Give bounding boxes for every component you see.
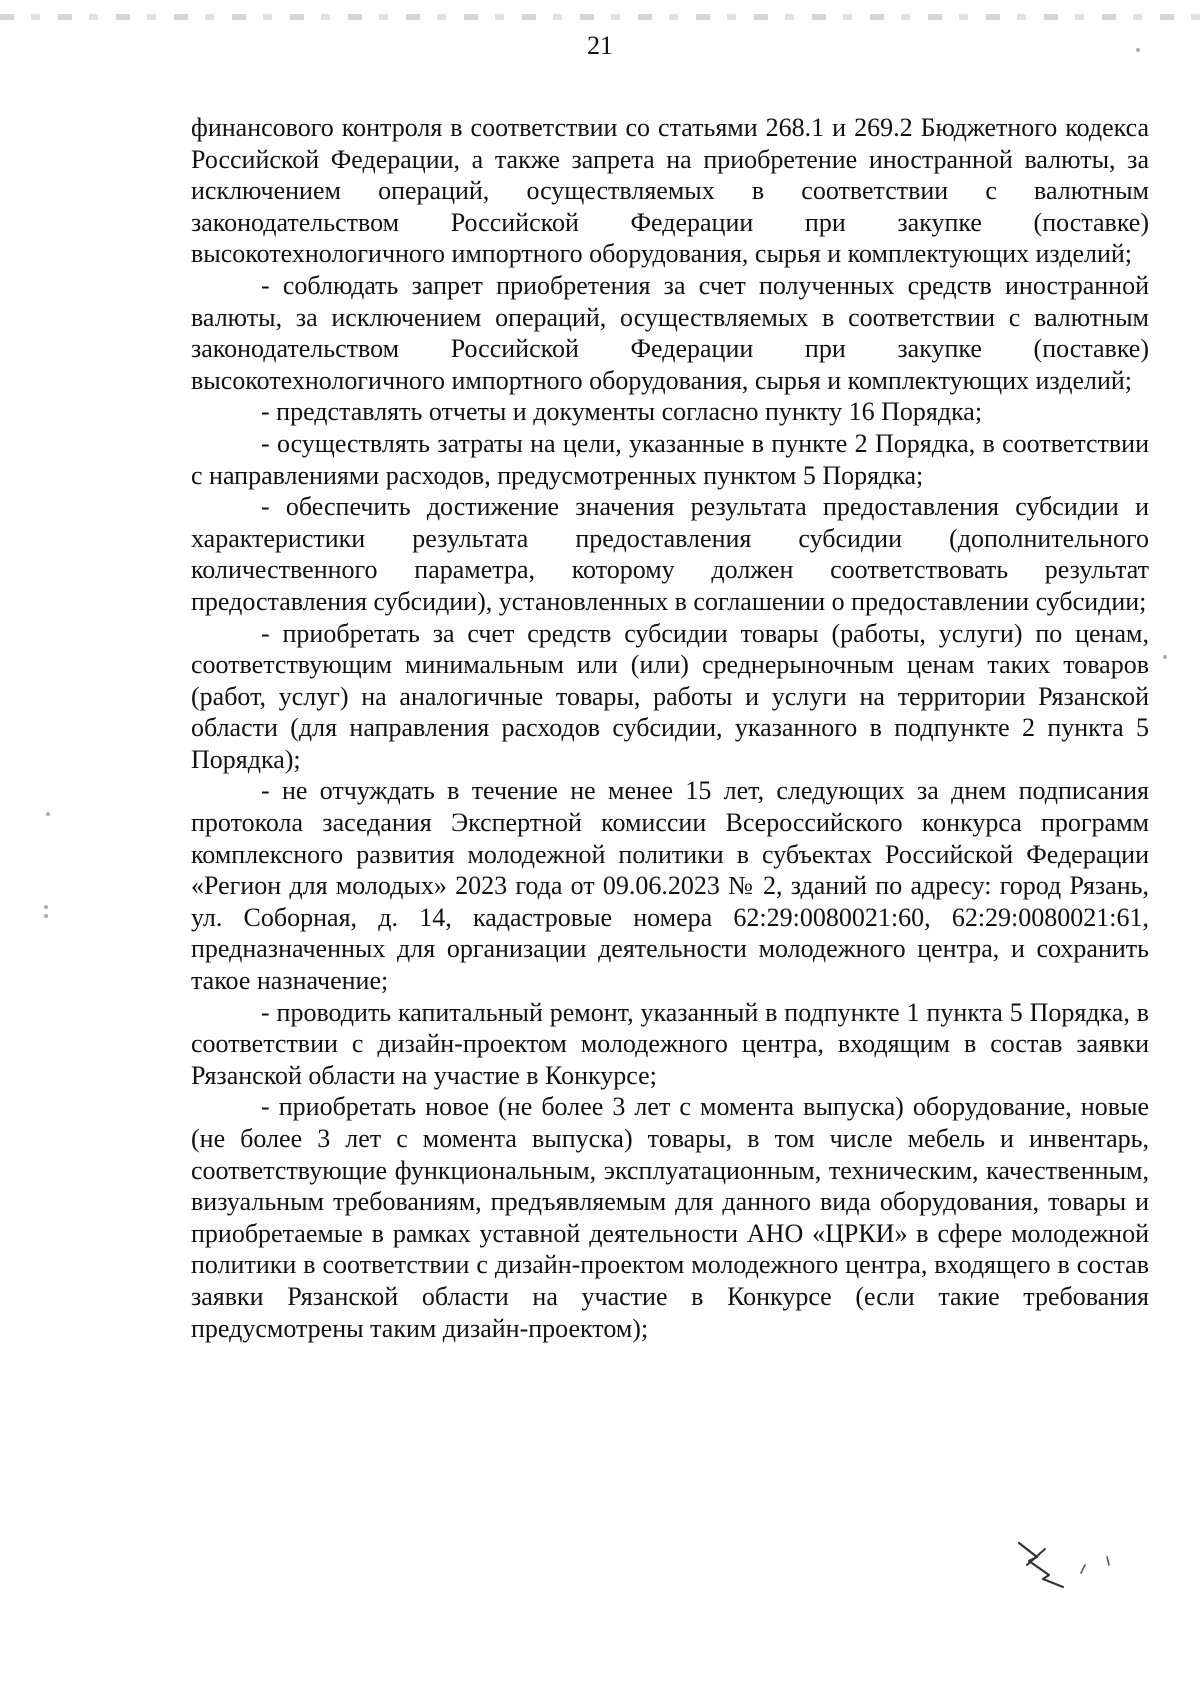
paragraph-result: - обеспечить достижение значения результата предоставления субсидии и характеристики результата предоставления субсидии (дополнительного количественного параметра, которому должен соответствовать результат предоставления субсидии), установленных в соглашении о предоставлении субсидии;: [191, 492, 1149, 616]
handwritten-initials: [1015, 1535, 1125, 1595]
page-number: 21: [587, 31, 613, 60]
paragraph-currency-ban: - соблюдать запрет приобретения за счет полученных средств иностранной валюты, за исключением операций, осуществляемых в соответствии с валютным законодательством Российской Федерации при закупке (поставке) высокотехнологичного импортного оборудования, сырья и комплектующих изделий;: [191, 270, 1149, 395]
document-body: [191, 112, 1149, 1344]
paragraph-continuation: финансового контроля в соответствии со статьями 268.1 и 269.2 Бюджетного кодекса Российской Федерации, а также запрета на приобретение иностранной валюты, за исключением операций, осуществляемых в соответствии с валютным законодательством Российской Федерации при закупке (поставке) высокотехнологичного импортного оборудования, сырья и комплектующих изделий;: [191, 113, 1149, 269]
scan-dot: [44, 905, 48, 909]
paragraph-expenses: - осуществлять затраты на цели, указанные в пункте 2 Порядка, в соответствии с направлениями расходов, предусмотренных пунктом 5 Порядка;: [191, 428, 1149, 490]
scan-dot: [44, 914, 48, 918]
scan-dot: [1163, 655, 1167, 659]
paragraph-equipment: - приобретать новое (не более 3 лет с момента выпуска) оборудование, новые (не более 3 лет с момента выпуска) товары, в том числе мебель и инвентарь, соответствующие функциональным, эксплуатационным, техническим, качественным, визуальным требованиям, предъявляемым для данного вида оборудования, товары и приобретаемые в рамках уставной деятельности АНО «ЦРКИ» в сфере молодежной политики в соответствии с дизайн-проектом молодежного центра, входящего в состав заявки Рязанской области на участие в Конкурсе (если такие требования предусмотрены таким дизайн-проектом);: [191, 1092, 1149, 1343]
paragraph-repair: - проводить капитальный ремонт, указанный в подпункте 1 пункта 5 Порядка, в соответствии с дизайн-проектом молодежного центра, входящим в состав заявки Рязанской области на участие в Конкурсе;: [191, 997, 1149, 1090]
scan-edge-artifact: [0, 14, 1200, 20]
paragraph-buildings: - не отчуждать в течение не менее 15 лет, следующих за днем подписания протокола заседания Экспертной комиссии Всероссийского конкурса программ комплексного развития молодежной политики в субъектах Российской Федерации «Регион для молодых» 2023 года от 09.06.2023 № 2, зданий по адресу: город Рязань, ул. Соборная, д. 14, кадастровые номера 62:29:0080021:60, 62:29:0080021:61, предназначенных для организации деятельности молодежного центра, и сохранить такое назначение;: [191, 776, 1149, 996]
paragraph-prices: - приобретать за счет средств субсидии товары (работы, услуги) по ценам, соответствующим минимальным или (или) среднерыночным ценам таких товаров (работ, услуг) на аналогичные товары, работы и услуги на территории Рязанской области (для направления расходов субсидии, указанного в подпункте 2 пункта 5 Порядка);: [191, 618, 1149, 774]
paragraph-reports: - представлять отчеты и документы согласно пункту 16 Порядка;: [261, 397, 983, 427]
scan-dot: [46, 812, 50, 816]
scan-dot: [1136, 48, 1140, 52]
